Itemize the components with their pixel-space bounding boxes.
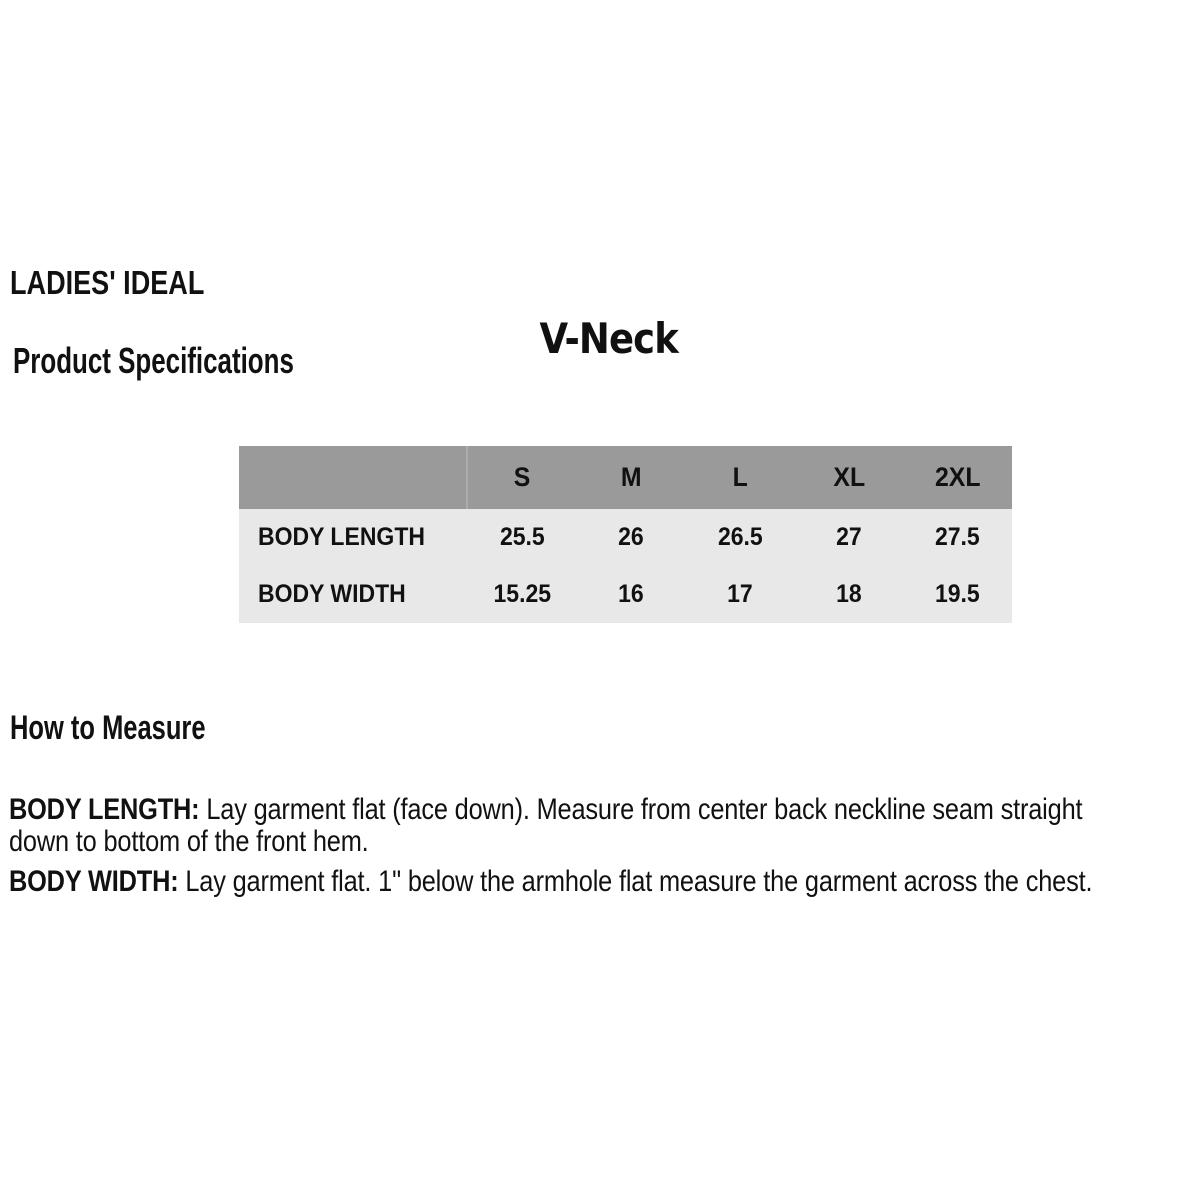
value-text: 16 bbox=[618, 580, 644, 608]
instruction-text: Lay garment flat. 1" below the armhole flat measure the garment across the chest. bbox=[185, 865, 1093, 898]
value-cell bbox=[794, 566, 903, 623]
value-text: 26.5 bbox=[717, 523, 763, 551]
value-text: 27.5 bbox=[935, 523, 980, 551]
body-width-instructions bbox=[9, 866, 1200, 898]
section-title bbox=[13, 341, 403, 381]
instruction-text: Lay garment flat (face down). Measure from center back neckline seam straight bbox=[206, 793, 1083, 826]
size-label-l: L bbox=[732, 462, 748, 492]
row-label-text: BODY LENGTH bbox=[258, 523, 425, 551]
value-cell bbox=[468, 509, 577, 566]
section-title-text: Product Specifications bbox=[13, 340, 294, 381]
value-cell bbox=[577, 509, 686, 566]
how-to-measure-title-text: How to Measure bbox=[10, 709, 206, 747]
size-label-m: M bbox=[620, 462, 642, 492]
table-row-body-length bbox=[239, 509, 1012, 566]
size-chart-header-row bbox=[239, 446, 1012, 509]
value-cell bbox=[794, 509, 903, 566]
value-text: 15.25 bbox=[493, 580, 552, 608]
value-text: 19.5 bbox=[935, 580, 980, 608]
size-column-header bbox=[577, 446, 686, 509]
value-cell bbox=[903, 566, 1012, 623]
how-to-measure-title bbox=[10, 710, 271, 747]
size-column-header bbox=[794, 446, 903, 509]
value-cell bbox=[686, 509, 795, 566]
row-label-cell bbox=[239, 566, 468, 623]
size-column-header bbox=[468, 446, 577, 509]
size-column-header bbox=[903, 446, 1012, 509]
row-label-cell bbox=[239, 509, 468, 566]
value-cell bbox=[577, 566, 686, 623]
instruction-label: BODY LENGTH: bbox=[9, 793, 200, 826]
value-text: 17 bbox=[727, 580, 753, 608]
size-chart-table bbox=[239, 446, 1012, 623]
instruction-label: BODY WIDTH: bbox=[9, 865, 179, 898]
size-column-header bbox=[686, 446, 795, 509]
size-label-s: S bbox=[514, 462, 531, 492]
size-label-2xl: 2XL bbox=[934, 462, 981, 492]
value-text: 18 bbox=[835, 580, 862, 608]
instruction-line bbox=[9, 866, 1200, 898]
brand-title-text: LADIES' IDEAL bbox=[10, 264, 205, 301]
size-chart-corner-cell bbox=[239, 446, 468, 509]
body-length-instructions bbox=[9, 794, 1200, 858]
instruction-text: down to bottom of the front hem. bbox=[9, 825, 369, 858]
value-cell bbox=[903, 509, 1012, 566]
value-text: 27 bbox=[835, 523, 862, 551]
instruction-line bbox=[9, 826, 1200, 858]
size-label-xl: XL bbox=[832, 462, 865, 492]
table-row-body-width bbox=[239, 566, 1012, 623]
brand-title bbox=[10, 265, 247, 301]
product-name-text: V-Neck bbox=[539, 314, 679, 363]
value-text: 26 bbox=[618, 523, 644, 551]
value-text: 25.5 bbox=[500, 523, 545, 551]
row-label-text: BODY WIDTH bbox=[258, 580, 406, 608]
value-cell bbox=[686, 566, 795, 623]
instruction-line bbox=[9, 794, 1200, 826]
value-cell bbox=[468, 566, 577, 623]
